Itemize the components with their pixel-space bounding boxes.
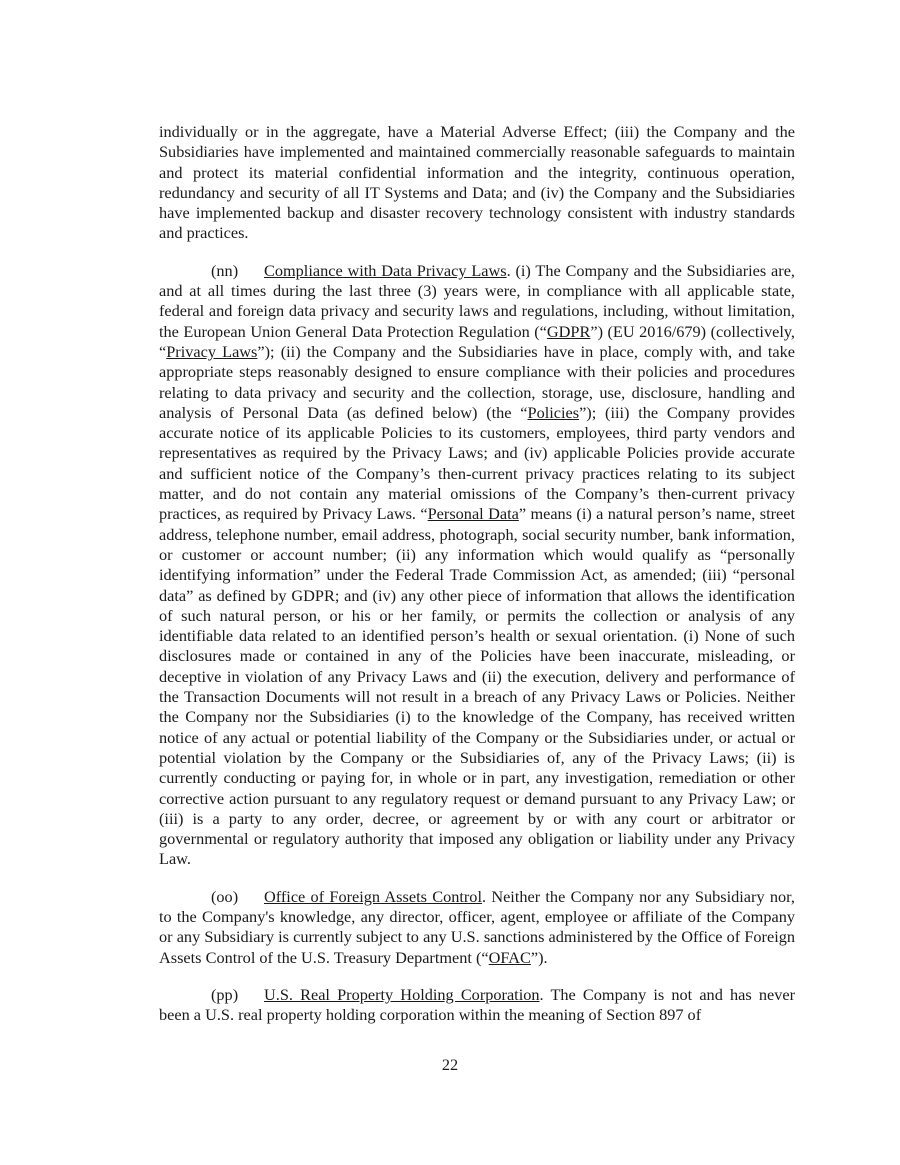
continuation-paragraph: individually or in the aggregate, have a Material Adverse Effect; (iii) the Company and the Subsidiaries have implemented and maintained commercially reasonable safeguards to maintain and protect its material confidential information and the integrity, continuous operation, redundancy and security of all IT Systems and Data; and (iv) the Company and the Subsidiaries have implemented backup and disaster recovery technology consistent with industry standards and practices. — [159, 122, 795, 243]
section-nn-text-4: ”); (iii) the Company provides accurate notice of its applicable Policies to its customers, employees, third party vendors and representatives as required by the Privacy Laws; and (iv) applicable Policies provide accurate and sufficient notice of the Company’s then-current privacy practices relating to its subject matter, and do not contain any material omissions of the Company’s then-current privacy practices, as required by Privacy Laws. “ — [159, 402, 796, 524]
page-body — [159, 122, 795, 1025]
section-nn-text-1: . (i) The Company and the Subsidiaries are, and at all times during the last three (3) years were, in compliance with all applicable state, federal and foreign data privacy and security laws and regulations, including, without limitation, the European Union General Data Protection Regulation (“ — [159, 260, 795, 341]
section-pp-heading: U.S. Real Property Holding Corporation — [264, 984, 540, 1004]
section-oo-heading: Office of Foreign Assets Control — [264, 886, 482, 906]
section-nn-heading: Compliance with Data Privacy Laws — [264, 260, 507, 280]
defined-term-ofac: OFAC — [488, 947, 531, 967]
defined-term-privacy-laws: Privacy Laws — [166, 341, 258, 361]
defined-term-gdpr: GDPR — [546, 321, 591, 341]
defined-term-policies: Policies — [527, 402, 580, 422]
section-nn-text-5: ” means (i) a natural person’s name, street address, telephone number, email address, photograph, social security number, bank information, or customer or account number; (ii) any information which would qualify as “personally identifying information” under the Federal Trade Commission Act, as amended; (iii) “personal data” as defined by GDPR; and (iv) any other piece of information that allows the identification of such natural person, or his or her family, or permits the collection or analysis of any identifiable data related to an identified person’s health or sexual orientation. (i) None of such disclosures made or contained in any of the Policies have been inaccurate, misleading, or deceptive in violation of any Privacy Laws and (ii) the execution, delivery and performance of the Transaction Documents will not result in a breach of any Privacy Laws or Policies. Neither the Company nor the Subsidiaries (i) to the knowledge of the Company, has received written notice of any actual or potential liability of the Company or the Subsidiaries under, or actual or potential violation by the Company or the Subsidiaries of, any of the Privacy Laws; (ii) is currently conducting or paying for, in whole or in part, any investigation, remediation or other corrective action pursuant to any regulatory request or demand pursuant to any Privacy Law; or (iii) is a party to any order, decree, or agreement by or with any court or arbitrator or governmental or regulatory authority that imposed any obligation or liability under any Privacy Law. — [159, 504, 795, 869]
section-oo — [159, 887, 795, 968]
section-nn-text-2: ”) (EU 2016/679) (collectively, “ — [159, 321, 795, 361]
section-oo-number: (oo) — [211, 886, 239, 906]
section-pp-number: (pp) — [211, 984, 239, 1004]
section-oo-text-1: . Neither the Company nor any Subsidiary nor, to the Company's knowledge, any director, officer, agent, employee or affiliate of the Company or any Subsidiary is currently subject to any U.S. sanctions administered by the Office of Foreign Assets Control of the U.S. Treasury Department (“ — [159, 886, 795, 967]
section-pp — [159, 985, 795, 1026]
section-pp-text-1: . The Company is not and has never been a U.S. real property holding corporation within the meaning of Section 897 of — [159, 984, 795, 1025]
section-nn — [159, 261, 795, 870]
section-nn-text-3: ”); (ii) the Company and the Subsidiaries have in place, comply with, and take appropriate steps reasonably designed to ensure compliance with their policies and procedures relating to data privacy and security and the collection, storage, use, disclosure, handling and analysis of Personal Data (as defined below) (the “ — [159, 341, 795, 422]
section-nn-number: (nn) — [211, 260, 239, 280]
defined-term-personal-data: Personal Data — [427, 504, 519, 524]
section-oo-text-2: ”). — [530, 947, 548, 967]
page-number: 22 — [441, 1055, 459, 1074]
